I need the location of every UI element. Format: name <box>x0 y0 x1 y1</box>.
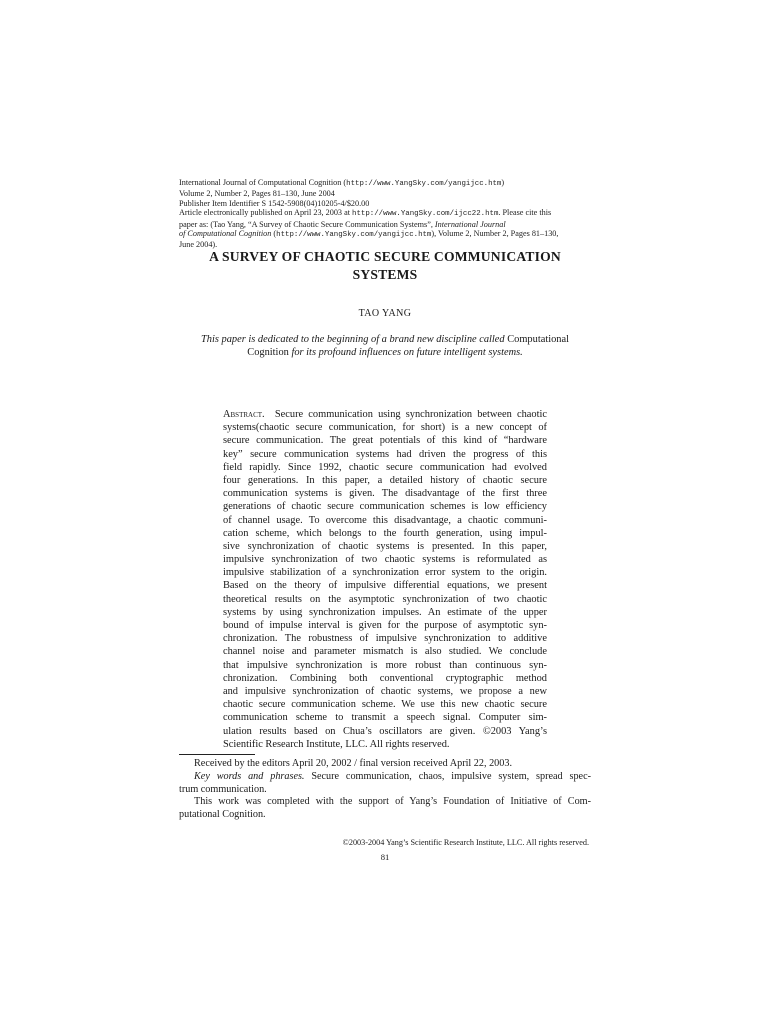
header-line-date: June 2004). <box>179 240 218 250</box>
header-line-published: Article electronically published on April 23, 2003 at http://www.YangSky.com/ijcc22.htm. Please cite this <box>179 208 552 219</box>
abstract-line: ulation results based on Chua’s oscillators are given. ©2003 Yang’s <box>223 725 547 737</box>
abstract-line: secure communication. The great potentials of this kind of “hardware <box>223 435 547 447</box>
footnotes <box>179 758 591 822</box>
abstract-line: Abstract. Secure communication using synchronization between chaotic <box>223 409 547 420</box>
abstract-line: systems(chaotic secure communication, for short) is a new concept of <box>223 422 547 434</box>
header-line-cite-cont: of Computational Cognition (http://www.YangSky.com/yangijcc.htm), Volume 2, Number 2, Pages 81–130, <box>179 229 559 240</box>
abstract-line: generations of chaotic secure communication schemes is low efficiency <box>223 501 547 513</box>
abstract-line: systems by using synchronization impulses. An estimate of the upper <box>223 606 547 618</box>
dedication: This paper is dedicated to the beginning of a brand new discipline called Computational Cognition for its profound influences on future intelligent systems. <box>201 334 569 358</box>
abstract-line: Based on the theory of impulsive differential equations, we present <box>223 580 547 592</box>
abstract-line: chaotic secure communication scheme. We use this new chaotic secure <box>223 699 547 711</box>
header-line-journal: International Journal of Computational Cognition (http://www.YangSky.com/yangijcc.htm) <box>179 178 505 188</box>
abstract-line: Scientific Research Institute, LLC. All rights reserved. <box>223 738 450 750</box>
title-line-2: SYSTEMS <box>352 267 418 282</box>
footnote-received: Received by the editors April 20, 2002 / final version received April 22, 2003. <box>194 758 513 769</box>
paper-title <box>179 248 591 284</box>
abstract-line: chronization. The robustness of impulsive synchronization to additive <box>223 633 547 645</box>
abstract-line: bound of impulse interval is given for the purpose of asymptotic syn- <box>223 620 547 631</box>
abstract-line: sive synchronization of chaotic systems is presented. In this paper, <box>223 540 547 552</box>
abstract-line: field rapidly. Since 1992, chaotic secure communication had evolved <box>223 461 547 473</box>
abstract-line: chronization. Combining both conventional cryptographic method <box>223 672 547 684</box>
footnote-rule <box>179 754 255 755</box>
header-line-publisher-id: Publisher Item Identifier S 1542-5908(04)10205-4/$20.00 <box>179 198 370 208</box>
title-line-1: A SURVEY OF CHAOTIC SECURE COMMUNICATION <box>209 249 561 264</box>
footnote-support-cont: putational Cognition. <box>179 809 266 821</box>
footnote-support: This work was completed with the support of Yang’s Foundation of Initiative of Com- <box>194 796 591 808</box>
abstract-line: key” secure communication systems had driven the progress of this <box>223 448 547 460</box>
abstract-line: and impulsive synchronization of chaotic systems, we propose a new <box>223 685 547 697</box>
abstract-line: four generations. In this paper, a detailed history of chaotic secure <box>223 474 547 486</box>
header-line-cite: paper as: (Tao Yang, “A Survey of Chaotic Secure Communication Systems”, International Journal <box>179 219 506 229</box>
journal-url-link-2[interactable]: http://www.YangSky.com/yangijcc.htm <box>276 231 432 240</box>
author-name: TAO YANG <box>358 308 412 319</box>
abstract-line: impulsive synchronization of two chaotic systems is reformulated as <box>223 554 547 566</box>
abstract-line: theoretical results on the asymptotic synchronization of two chaotic <box>223 593 547 605</box>
footnote-keywords: Key words and phrases. Secure communication, chaos, impulsive system, spread spec- <box>194 770 591 782</box>
journal-url-link[interactable]: http://www.YangSky.com/yangijcc.htm <box>346 180 502 188</box>
abstract-label: Abstract. <box>223 409 265 420</box>
copyright-notice: ©2003-2004 Yang’s Scientific Research Institute, LLC. All rights reserved. <box>342 838 589 847</box>
abstract-line: communication systems is given. The disadvantage of the first three <box>223 488 547 500</box>
abstract-line: communication scheme to transmit a speech signal. Computer sim- <box>223 712 547 724</box>
footnote-keywords-cont: trum communication. <box>179 783 267 795</box>
abstract <box>223 408 547 751</box>
page-number: 81 <box>380 852 390 862</box>
abstract-line: impulsive stabilization of a synchronization error system to the origin. <box>223 567 547 579</box>
abstract-line: cation scheme, which belongs to the fourth generation, using impul- <box>223 527 547 539</box>
abstract-line: channel noise and parameter mismatch is also studied. We conclude <box>223 646 547 658</box>
article-url-link[interactable]: http://www.YangSky.com/ijcc22.htm <box>352 210 499 219</box>
header-line-volume: Volume 2, Number 2, Pages 81–130, June 2004 <box>179 189 335 199</box>
journal-header <box>179 178 591 250</box>
abstract-line: that impulsive synchronization is more robust than continuous syn- <box>223 659 547 671</box>
abstract-line: of channel usage. To overcome this disadvantage, a chaotic communi- <box>223 514 547 526</box>
